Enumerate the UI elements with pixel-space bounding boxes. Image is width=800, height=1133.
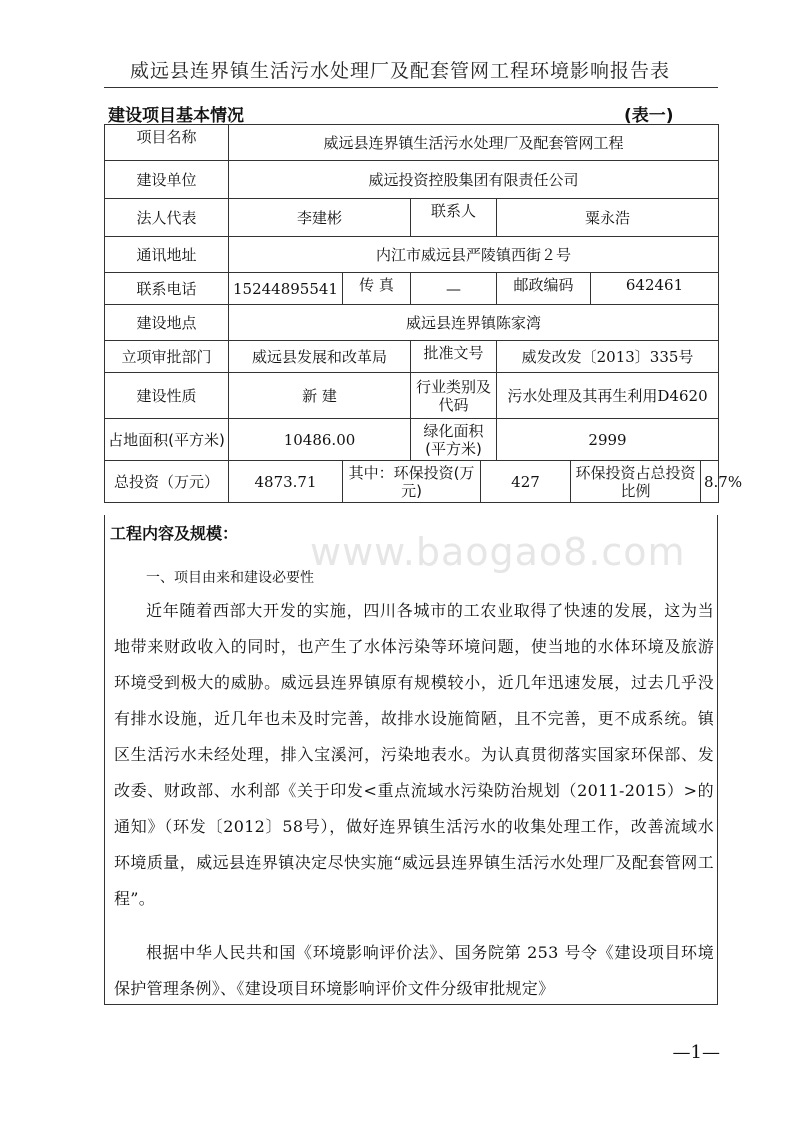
paragraph: 根据中华人民共和国《环境影响评价法》、国务院第 253 号令《建设项目环境保护管理条例》、《建设项目环境影响评价文件分级审批规定》 [114,943,714,998]
value-investment: 4873.71 [229,461,343,503]
label-builder: 建设单位 [105,161,229,199]
value-green-area: 2999 [497,419,719,461]
section-title: 建设项目基本情况 [108,106,244,126]
label-approval-dept: 立项审批部门 [105,341,229,373]
value-env-investment: 427 [481,461,571,503]
value-approval-doc: 威发改发〔2013〕335号 [497,341,719,373]
value-phone: 15244895541 [229,273,343,305]
label-nature: 建设性质 [105,373,229,419]
value-address: 内江市威远县严陵镇西街２号 [229,237,719,273]
table-row [105,237,719,273]
project-info-table [104,124,743,503]
value-nature: 新 建 [229,373,411,419]
label-industry: 行业类别及代码 [411,373,497,419]
table-row [105,161,719,199]
value-postcode: 642461 [591,273,719,305]
value-env-ratio: 8.7% [701,461,719,503]
body-heading: 工程内容及规模： [110,524,239,543]
label-contact: 联系人 [411,199,497,237]
value-fax: — [411,273,497,305]
header-rule [104,87,718,88]
table-row [105,461,719,503]
label-fax: 传 真 [343,273,411,305]
value-area: 10486.00 [229,419,411,461]
value-site: 威远县连界镇陈家湾 [229,305,719,341]
document-header-title: 威远县连界镇生活污水处理厂及配套管网工程环境影响报告表 [129,60,670,82]
label-legal-rep: 法人代表 [105,199,229,237]
value-contact: 粟永浩 [497,199,719,237]
table-row [105,305,719,341]
table-tag: (表一) [624,106,674,126]
label-postcode: 邮政编码 [497,273,591,305]
watermark-text: www.baogao8.com [310,530,686,574]
table-row [105,125,719,161]
label-project-name: 项目名称 [105,125,229,161]
label-site: 建设地点 [105,305,229,341]
table-row [105,341,719,373]
table-row [105,199,719,237]
label-env-ratio: 环保投资占总投资比例 [571,461,701,503]
page-number: —1— [672,1042,720,1063]
label-address: 通讯地址 [105,237,229,273]
value-builder: 威远投资控股集团有限责任公司 [229,161,719,199]
label-phone: 联系电话 [105,273,229,305]
table-row [105,373,719,419]
table-row [105,273,719,305]
paragraph: 近年随着西部大开发的实施，四川各城市的工农业取得了快速的发展，这为当地带来财政收入的同时，也产生了水体污染等环境问题，使当地的水体环境及旅游环境受到极大的威胁。威远县连界镇原有规模较小，近几年迅速发展，过去几乎没有排水设施，近几年也未及时完善，故排水设施简陋，且不完善，更不成系统。镇区生活污水未经处理，排入宝溪河，污染地表水。为认真贯彻落实国家环保部、发改委、财政部、水利部《关于印发<重点流域水污染防治规划（2011-2015）>的通知》（环发〔2012〕58号），做好连界镇生活污水的收集处理工作，改善流域水环境质量，威远县连界镇决定尽快实施“威远县连界镇生活污水处理厂及配套管网工程”。 [114,601,714,908]
value-legal-rep: 李建彬 [229,199,411,237]
label-approval-doc: 批准文号 [411,341,497,373]
label-area: 占地面积(平方米) [105,419,229,461]
value-approval-dept: 威远县发展和改革局 [229,341,411,373]
label-green-area: 绿化面积(平方米) [411,419,497,461]
label-env-investment: 其中：环保投资(万元) [343,461,481,503]
value-industry: 污水处理及其再生利用D4620 [497,373,719,419]
table-row [105,419,719,461]
value-project-name: 威远县连界镇生活污水处理厂及配套管网工程 [229,125,719,161]
subheading: 一、项目由来和建设必要性 [146,570,314,586]
label-investment: 总投资（万元） [105,461,229,503]
